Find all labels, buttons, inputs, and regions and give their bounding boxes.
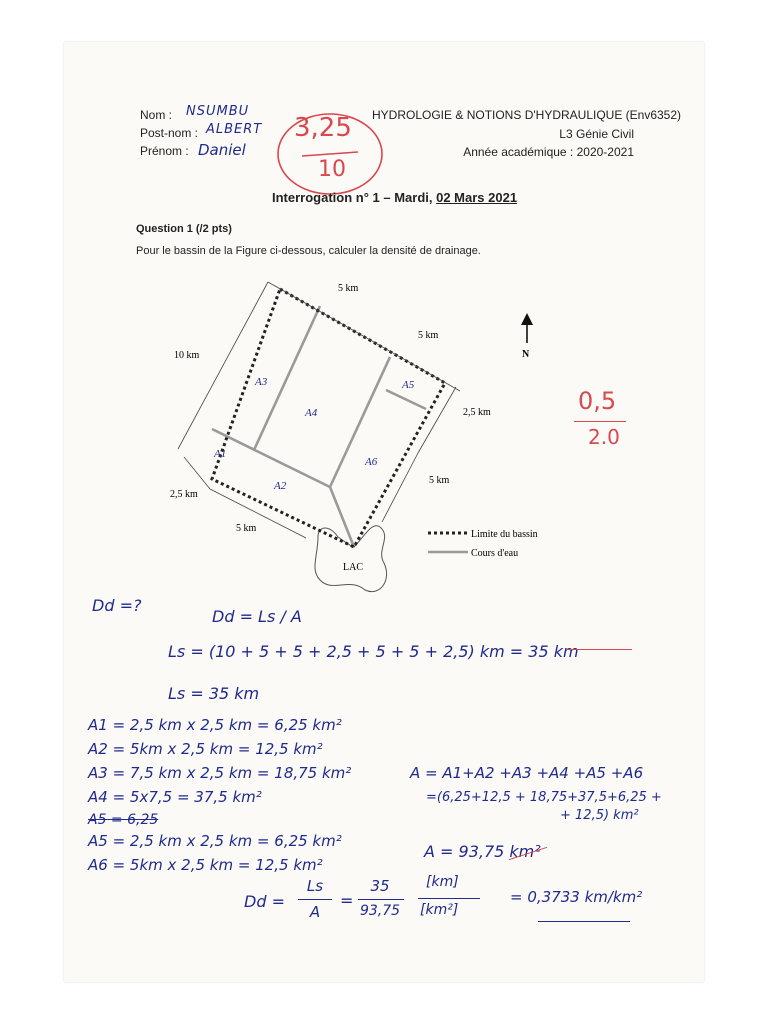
question-score: 0,5 bbox=[578, 387, 617, 415]
area-sum-values: =(6,25+12,5 + 18,75+37,5+6,25 + bbox=[426, 790, 662, 805]
area-a3: A3 = 7,5 km x 2,5 km = 18,75 km² bbox=[88, 764, 352, 782]
ls-result-mark bbox=[566, 649, 632, 650]
stream-a5 bbox=[386, 390, 426, 409]
question-grade-bar bbox=[574, 421, 626, 422]
label-a5: A5 bbox=[402, 379, 415, 391]
nom-value: NSUMBU bbox=[186, 104, 250, 119]
label-a3: A3 bbox=[255, 376, 268, 388]
grade-score: 3,25 bbox=[294, 113, 352, 143]
question-title: Question 1 (/2 pts) bbox=[136, 223, 232, 235]
final-fraction-bar-3 bbox=[418, 898, 480, 899]
course-level: L3 Génie Civil bbox=[559, 127, 634, 141]
nom-label: Nom : bbox=[140, 108, 173, 122]
area-sum-expression: A = A1+A2 +A3 +A4 +A5 +A6 bbox=[410, 764, 644, 782]
final-35: 35 bbox=[370, 877, 390, 895]
final-fraction-bar-2 bbox=[358, 899, 404, 900]
prenom-label: Prénom : bbox=[140, 144, 189, 158]
question-total: 2.0 bbox=[588, 425, 620, 449]
lake-label: LAC bbox=[343, 562, 363, 573]
final-result: = 0,3733 km/km² bbox=[510, 888, 643, 906]
basin-figure bbox=[160, 275, 580, 605]
ls-sum: Ls = (10 + 5 + 5 + 2,5 + 5 + 5 + 2,5) km = 35 km bbox=[168, 642, 579, 661]
dim-right-bottom: 5 km bbox=[429, 475, 450, 486]
final-unit-km: [km] bbox=[426, 874, 459, 890]
final-fraction-bar-1 bbox=[298, 899, 332, 900]
exam-title-prefix: Interrogation n° 1 – Mardi, bbox=[272, 190, 437, 205]
final-ls: Ls bbox=[306, 877, 324, 895]
question-text: Pour le bassin de la Figure ci-dessous, calculer la densité de drainage. bbox=[136, 245, 481, 257]
academic-year: Année académique : 2020-2021 bbox=[463, 145, 634, 159]
exam-title-date: 02 Mars 2021 bbox=[436, 190, 518, 205]
area-a2: A2 = 5km x 2,5 km = 12,5 km² bbox=[88, 740, 323, 758]
area-total: A = 93,75 km² bbox=[424, 842, 541, 861]
area-crossed-out: A5 = 6,25 bbox=[88, 812, 159, 828]
area-a4: A4 = 5x7,5 = 37,5 km² bbox=[88, 788, 262, 806]
area-sum-values-end: + 12,5) km² bbox=[560, 808, 639, 823]
dim-bottom: 5 km bbox=[236, 523, 257, 534]
area-a6: A6 = 5km x 2,5 km = 12,5 km² bbox=[88, 856, 323, 874]
prenom-value: Daniel bbox=[198, 141, 246, 159]
final-a: A bbox=[309, 903, 321, 921]
label-a2: A2 bbox=[274, 480, 287, 492]
area-a5: A5 = 2,5 km x 2,5 km = 6,25 km² bbox=[88, 832, 342, 850]
course-title: HYDROLOGIE & NOTIONS D'HYDRAULIQUE (Env6352) bbox=[372, 108, 682, 122]
final-unit-km2: [km²] bbox=[420, 902, 459, 918]
postnom-value: ALBERT bbox=[206, 122, 263, 137]
legend-basin: Limite du bassin bbox=[471, 529, 538, 540]
label-a1: A1 bbox=[214, 448, 227, 460]
postnom-label: Post-nom : bbox=[140, 126, 199, 140]
dim-left: 10 km bbox=[174, 350, 200, 361]
north-label: N bbox=[522, 349, 530, 360]
final-dd-label: Dd = bbox=[244, 892, 285, 911]
dim-bottom-left: 2,5 km bbox=[170, 489, 198, 500]
dim-right-top: 2,5 km bbox=[463, 407, 491, 418]
final-equals: = bbox=[340, 891, 354, 910]
label-a6: A6 bbox=[365, 456, 378, 468]
dim-top-1: 5 km bbox=[338, 283, 359, 294]
exam-title bbox=[272, 190, 517, 205]
final-underline bbox=[538, 921, 630, 922]
final-93-75: 93,75 bbox=[359, 903, 401, 919]
stream-a4-a6 bbox=[330, 357, 390, 487]
stream-main-west bbox=[212, 429, 330, 487]
stream-main-south bbox=[330, 487, 354, 547]
label-a4: A4 bbox=[305, 407, 318, 419]
grade-total: 10 bbox=[318, 157, 346, 182]
dim-top-2: 5 km bbox=[418, 330, 439, 341]
area-a1: A1 = 2,5 km x 2,5 km = 6,25 km² bbox=[88, 716, 342, 734]
dd-formula: Dd = Ls / A bbox=[212, 607, 302, 626]
ls-result: Ls = 35 km bbox=[168, 684, 260, 703]
dd-question: Dd =? bbox=[92, 596, 142, 615]
legend-stream: Cours d'eau bbox=[471, 548, 519, 559]
